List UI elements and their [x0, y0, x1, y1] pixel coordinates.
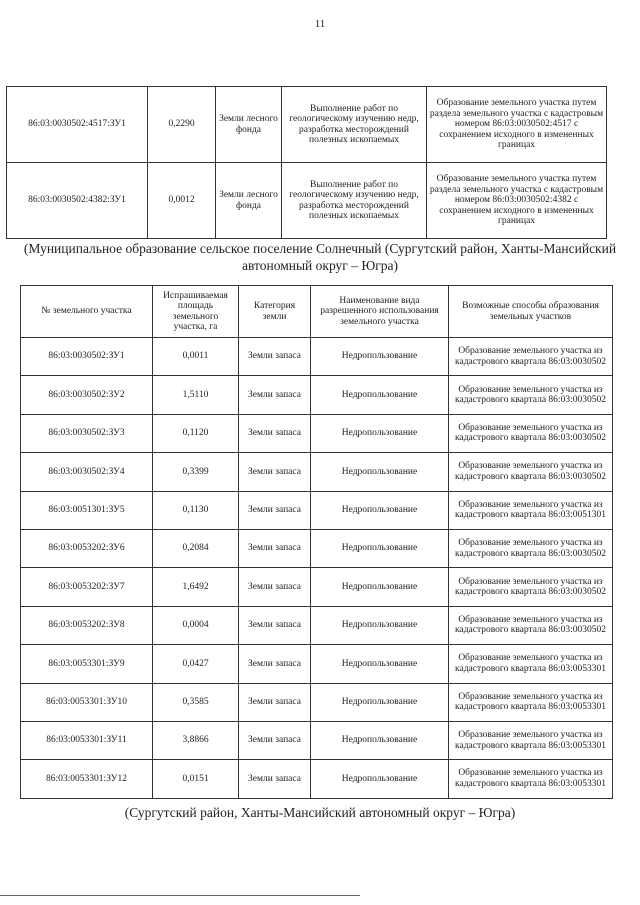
- plot-number-cell: 86:03:0030502:ЗУ1: [21, 338, 153, 376]
- plot-number-cell: 86:03:0053301:ЗУ10: [21, 683, 153, 721]
- area-cell: 0,3399: [153, 453, 239, 491]
- bottom-divider: [0, 895, 360, 896]
- formation-method-cell: Образование земельного участка путем раздела земельного участка с кадастровым номером 86:03:0030502:4517 с сохранением исходного в измененных границах: [427, 87, 607, 163]
- formation-method-cell: Образование земельного участка из кадастрового квартала 86:03:0053301: [449, 760, 613, 798]
- permitted-use-cell: Недропользование: [311, 453, 449, 491]
- area-cell: 1,5110: [153, 376, 239, 414]
- plot-number-cell: 86:03:0030502:ЗУ2: [21, 376, 153, 414]
- table-row: [21, 376, 613, 414]
- area-cell: 0,0011: [153, 338, 239, 376]
- permitted-use-cell: Недропользование: [311, 529, 449, 567]
- area-cell: 3,8866: [153, 721, 239, 759]
- table-row: [21, 453, 613, 491]
- formation-method-cell: Образование земельного участка из кадастрового квартала 86:03:0053301: [449, 645, 613, 683]
- plot-number-cell: 86:03:0053202:ЗУ6: [21, 529, 153, 567]
- formation-method-cell: Образование земельного участка из кадастрового квартала 86:03:0051301: [449, 491, 613, 529]
- page-number: 11: [314, 18, 326, 30]
- table-row: [21, 568, 613, 606]
- category-cell: Земли запаса: [239, 721, 311, 759]
- area-cell: 0,0151: [153, 760, 239, 798]
- area-cell: 0,0427: [153, 645, 239, 683]
- permitted-use-cell: Недропользование: [311, 338, 449, 376]
- land-plots-table-body: [21, 338, 613, 799]
- plot-number-cell: 86:03:0053202:ЗУ7: [21, 568, 153, 606]
- category-cell: Земли запаса: [239, 414, 311, 452]
- formation-method-cell: Образование земельного участка из кадастрового квартала 86:03:0030502: [449, 568, 613, 606]
- plot-number-cell: 86:03:0030502:4517:ЗУ1: [7, 87, 148, 163]
- header-category: Категория земли: [239, 286, 311, 338]
- area-cell: 0,3585: [153, 683, 239, 721]
- table-header-row: [21, 286, 613, 338]
- permitted-use-cell: Недропользование: [311, 645, 449, 683]
- area-cell: 1,6492: [153, 568, 239, 606]
- permitted-use-cell: Выполнение работ по геологическому изучению недр, разработка месторождений полезных ископаемых: [282, 87, 427, 163]
- footer-heading: (Сургутский район, Ханты-Мансийский автономный округ – Югра): [124, 805, 516, 820]
- category-cell: Земли запаса: [239, 491, 311, 529]
- category-cell: Земли запаса: [239, 683, 311, 721]
- category-cell: Земли запаса: [239, 606, 311, 644]
- header-plot-number: № земельного участка: [21, 286, 153, 338]
- permitted-use-cell: Недропользование: [311, 760, 449, 798]
- formation-method-cell: Образование земельного участка из кадастрового квартала 86:03:0053301: [449, 683, 613, 721]
- permitted-use-cell: Недропользование: [311, 683, 449, 721]
- table-row: [21, 529, 613, 567]
- plot-number-cell: 86:03:0053301:ЗУ12: [21, 760, 153, 798]
- permitted-use-cell: Недропользование: [311, 491, 449, 529]
- formation-method-cell: Образование земельного участка из кадастрового квартала 86:03:0030502: [449, 453, 613, 491]
- plot-number-cell: 86:03:0030502:4382:ЗУ1: [7, 163, 148, 239]
- plot-number-cell: 86:03:0030502:ЗУ4: [21, 453, 153, 491]
- table-row: [21, 645, 613, 683]
- table-row: [21, 760, 613, 798]
- table-row: [21, 683, 613, 721]
- permitted-use-cell: Недропользование: [311, 721, 449, 759]
- table-row: [21, 606, 613, 644]
- land-plots-table: [20, 285, 613, 799]
- area-cell: 0,0012: [148, 163, 216, 239]
- permitted-use-cell: Недропользование: [311, 414, 449, 452]
- plot-number-cell: 86:03:0030502:ЗУ3: [21, 414, 153, 452]
- plot-number-cell: 86:03:0053202:ЗУ8: [21, 606, 153, 644]
- category-cell: Земли лесного фонда: [216, 163, 282, 239]
- header-area: Испрашиваемая площадь земельного участка, га: [153, 286, 239, 338]
- category-cell: Земли запаса: [239, 376, 311, 414]
- header-formation-method: Возможные способы образования земельных участков: [449, 286, 613, 338]
- category-cell: Земли лесного фонда: [216, 87, 282, 163]
- category-cell: Земли запаса: [239, 760, 311, 798]
- category-cell: Земли запаса: [239, 568, 311, 606]
- area-cell: 0,2084: [153, 529, 239, 567]
- formation-method-cell: Образование земельного участка из кадастрового квартала 86:03:0030502: [449, 376, 613, 414]
- permitted-use-cell: Недропользование: [311, 606, 449, 644]
- area-cell: 0,1120: [153, 414, 239, 452]
- formation-method-cell: Образование земельного участка из кадастрового квартала 86:03:0030502: [449, 529, 613, 567]
- municipality-heading: (Муниципальное образование сельское поселение Солнечный (Сургутский район, Ханты-Мансийский автономный округ – Югра): [23, 241, 617, 273]
- category-cell: Земли запаса: [239, 453, 311, 491]
- formation-method-cell: Образование земельного участка путем раздела земельного участка с кадастровым номером 86:03:0030502:4382 с сохранением исходного в измененных границах: [427, 163, 607, 239]
- table-row: [21, 338, 613, 376]
- plot-number-cell: 86:03:0053301:ЗУ11: [21, 721, 153, 759]
- category-cell: Земли запаса: [239, 338, 311, 376]
- permitted-use-cell: Выполнение работ по геологическому изучению недр, разработка месторождений полезных ископаемых: [282, 163, 427, 239]
- category-cell: Земли запаса: [239, 529, 311, 567]
- table-row: [7, 163, 607, 239]
- table-row: [21, 721, 613, 759]
- formation-method-cell: Образование земельного участка из кадастрового квартала 86:03:0030502: [449, 414, 613, 452]
- permitted-use-cell: Недропользование: [311, 376, 449, 414]
- table-row: [21, 414, 613, 452]
- continued-plots-table: [6, 86, 607, 239]
- category-cell: Земли запаса: [239, 645, 311, 683]
- area-cell: 0,2290: [148, 87, 216, 163]
- formation-method-cell: Образование земельного участка из кадастрового квартала 86:03:0030502: [449, 338, 613, 376]
- area-cell: 0,0004: [153, 606, 239, 644]
- plot-number-cell: 86:03:0051301:ЗУ5: [21, 491, 153, 529]
- area-cell: 0,1130: [153, 491, 239, 529]
- header-permitted-use: Наименование вида разрешенного использования земельного участка: [311, 286, 449, 338]
- formation-method-cell: Образование земельного участка из кадастрового квартала 86:03:0030502: [449, 606, 613, 644]
- table-row: [21, 491, 613, 529]
- formation-method-cell: Образование земельного участка из кадастрового квартала 86:03:0053301: [449, 721, 613, 759]
- plot-number-cell: 86:03:0053301:ЗУ9: [21, 645, 153, 683]
- permitted-use-cell: Недропользование: [311, 568, 449, 606]
- table-row: [7, 87, 607, 163]
